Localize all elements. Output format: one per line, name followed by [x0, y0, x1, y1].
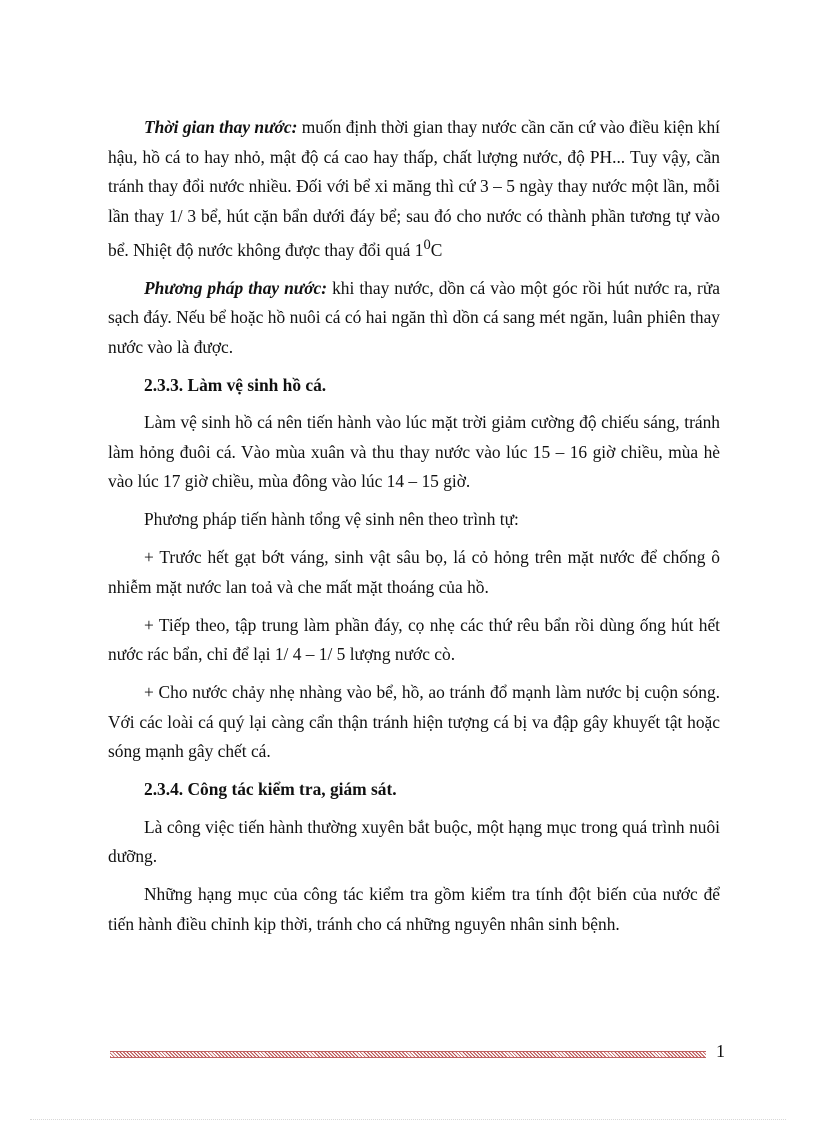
- superscript-degree: 0: [423, 237, 431, 253]
- section-heading-2-3-3: 2.3.3. Làm vệ sinh hồ cá.: [144, 374, 327, 395]
- list-item-step-2: + Tiếp theo, tập trung làm phần đáy, cọ nhẹ các thứ rêu bẩn rồi dùng ống hút hết nước rác bẩn, chỉ để lại 1/ 4 – 1/ 5 lượng nước cò.: [108, 614, 720, 665]
- footer-divider: [110, 1051, 706, 1058]
- paragraph-text-unit: C: [430, 239, 443, 260]
- section-heading-2-3-4: 2.3.4. Công tác kiểm tra, giám sát.: [144, 779, 397, 800]
- paragraph-text: khi thay nước, dồn cá vào một góc rồi hút nước ra, rửa sạch đáy. Nếu bể hoặc hồ nuôi cá có hai ngăn thì dồn cá sang mét ngăn, luân phiên thay nước vào là được.: [108, 277, 720, 357]
- paragraph-cleaning-time: Làm vệ sinh hồ cá nên tiến hành vào lúc mặt trời giảm cường độ chiếu sáng, tránh làm hỏng đuôi cá. Vào mùa xuân và thu thay nước vào lúc 15 – 16 giờ chiều, mùa hè vào lúc 17 giờ chiều, mùa đông vào lúc 14 – 15 giờ.: [108, 412, 720, 492]
- page-bottom-divider: [30, 1119, 786, 1120]
- paragraph-water-change-time: [108, 113, 720, 265]
- paragraph-lead: Phương pháp thay nước:: [144, 277, 328, 298]
- list-item-step-3: + Cho nước chảy nhẹ nhàng vào bể, hồ, ao tránh đổ mạnh làm nước bị cuộn sóng. Với các loài cá quý lại càng cẩn thận tránh hiện tượng cá bị va đập gây khuyết tật hoặc sóng mạnh gây chết cá.: [108, 682, 720, 762]
- paragraph-lead: Thời gian thay nước:: [144, 117, 298, 137]
- paragraph-text: muốn định thời gian thay nước cần căn cứ vào điều kiện khí hậu, hồ cá to hay nhỏ, mật độ cá cao hay thấp, chất lượng nước, độ PH... Tuy vậy, cần tránh thay đổi nước nhiều. Đối với bể xi măng thì cứ 3 – 5 ngày thay nước một lần, mỗi lần thay 1/ 3 bể, hút cặn bẩn dưới đáy bể; sau đó cho nước có thành phần tương tự vào bể. Nhiệt độ nước không được thay đổi quá 1: [108, 117, 720, 260]
- paragraph-cleaning-procedure: Phương pháp tiến hành tổng vệ sinh nên theo trình tự:: [144, 509, 519, 530]
- page-number: 1: [716, 1041, 725, 1061]
- paragraph-inspection-intro: Là công việc tiến hành thường xuyên bắt buộc, một hạng mục trong quá trình nuôi dưỡng.: [108, 816, 720, 867]
- list-item-step-1: + Trước hết gạt bớt váng, sinh vật sâu bọ, lá cỏ hỏng trên mặt nước để chống ô nhiễm mặt nước lan toả và che mất mặt thoáng của hồ.: [108, 547, 720, 597]
- paragraph-inspection-items: Những hạng mục của công tác kiểm tra gồm kiểm tra tính đột biến của nước để tiến hành điều chỉnh kịp thời, tránh cho cá những nguyên nhân sinh bệnh.: [108, 884, 720, 934]
- page-body: [108, 113, 720, 948]
- paragraph-water-change-method: [108, 274, 720, 363]
